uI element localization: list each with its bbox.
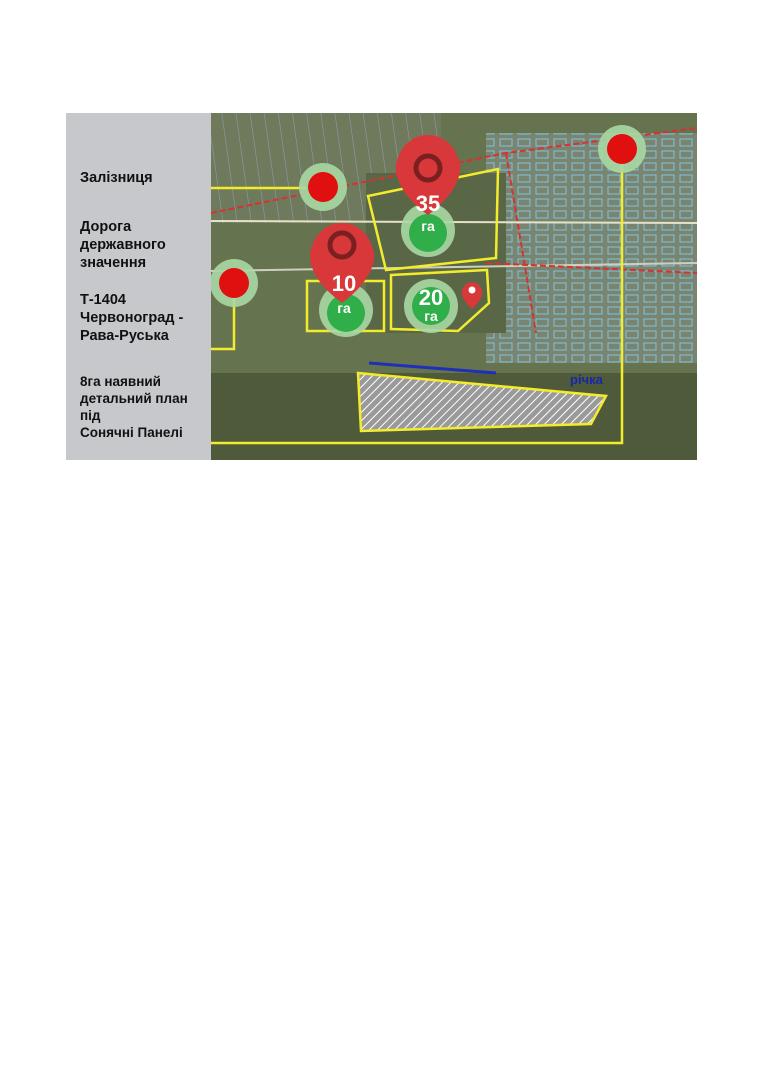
- plot-20-unit: га: [424, 308, 438, 324]
- route-marker: [607, 134, 637, 164]
- small-pin-hole: [469, 287, 476, 294]
- plot-35-unit: га: [421, 218, 435, 234]
- route-label: Т-1404 Червоноград - Рава-Руська: [80, 292, 184, 344]
- railway-label: Залізниця: [80, 170, 153, 186]
- railway-marker: [308, 172, 338, 202]
- map-figure: [66, 113, 697, 460]
- plot-20-label: [401, 287, 461, 323]
- plot-10-number: 10: [331, 271, 357, 296]
- plot-10-unit: га: [337, 300, 351, 316]
- road-marker: [219, 268, 249, 298]
- plot-10-pin-hole: [330, 233, 354, 257]
- village-area: [486, 133, 697, 363]
- plot-35-pin-hole: [416, 156, 440, 180]
- plot-35-number: 35: [415, 191, 441, 216]
- plot-20-number: 20: [418, 285, 444, 310]
- solar-plan-label: 8га наявний детальний план під Сонячні Панелі: [80, 374, 188, 440]
- state-road-label: Дорога державного значення: [80, 219, 166, 271]
- river-label: річка: [570, 372, 603, 387]
- plot-10-label: [314, 273, 374, 315]
- plot-35-label: [398, 193, 458, 233]
